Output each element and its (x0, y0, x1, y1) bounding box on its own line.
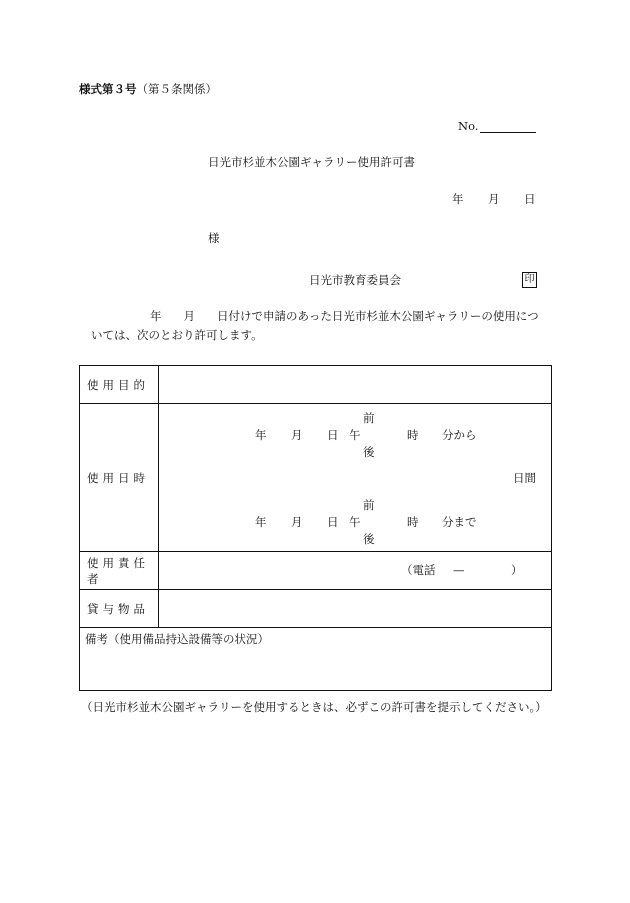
phone-dash: — (453, 563, 465, 577)
date-month: 月 (488, 192, 500, 206)
body-year: 年 (150, 309, 162, 323)
end-month: 月 (291, 515, 303, 529)
purpose-label: 使用目的 (80, 366, 159, 403)
issuer-name: 日光市教育委員会 (309, 273, 401, 287)
start-month: 月 (291, 428, 303, 442)
form-header (79, 84, 217, 96)
end-day: 日 (327, 515, 339, 529)
start-gozen: 前 (363, 411, 375, 425)
document-number (458, 121, 536, 133)
form-relation: （第５条関係） (136, 82, 217, 96)
issue-date (452, 194, 536, 206)
recipient-suffix: 様 (208, 231, 220, 245)
start-go: 午 (349, 428, 361, 442)
phone-open: （電話 (401, 563, 436, 577)
end-hour: 時 (407, 515, 419, 529)
row-lent-items (80, 590, 551, 628)
end-go: 午 (349, 515, 361, 529)
document-title: 日光市杉並木公園ギャラリー使用許可書 (208, 155, 415, 169)
datetime-label: 使用日時 (80, 404, 159, 551)
end-minute: 分まで (442, 515, 477, 529)
end-gogo: 後 (363, 532, 375, 546)
footer-note: （日光市杉並木公園ギャラリーを使用するときは、必ずこの許可書を提示してください。） (81, 700, 547, 714)
remarks-label: 備考（使用備品持込設備等の状況） (85, 632, 269, 646)
form-number: 様式第３号 (79, 82, 137, 96)
body-line-1 (150, 311, 539, 323)
start-day: 日 (327, 428, 339, 442)
body-month: 月 (183, 309, 195, 323)
number-label: No. (458, 119, 479, 133)
lent-items-label: 貸与物品 (80, 590, 159, 627)
body-line1-rest: 日付けで申請のあった日光市杉並木公園ギャラリーの使用につ (217, 309, 539, 323)
body-line-2: いては、次のとおり許可します。 (91, 328, 263, 342)
end-year: 年 (255, 515, 267, 529)
permit-table (79, 365, 552, 691)
row-datetime (80, 404, 551, 552)
start-year: 年 (255, 428, 267, 442)
row-remarks (80, 628, 551, 690)
phone-close: ） (511, 563, 523, 577)
days-label: 日間 (513, 471, 536, 485)
start-minute: 分から (442, 428, 477, 442)
responsible-label: 使用責任者 (80, 552, 159, 589)
seal-mark: 印 (522, 272, 537, 288)
date-day: 日 (524, 192, 536, 206)
number-blank-line (480, 122, 536, 133)
row-purpose (80, 366, 551, 404)
start-hour: 時 (407, 428, 419, 442)
start-gogo: 後 (363, 445, 375, 459)
end-gozen: 前 (363, 498, 375, 512)
row-responsible (80, 552, 551, 590)
date-year: 年 (452, 192, 464, 206)
